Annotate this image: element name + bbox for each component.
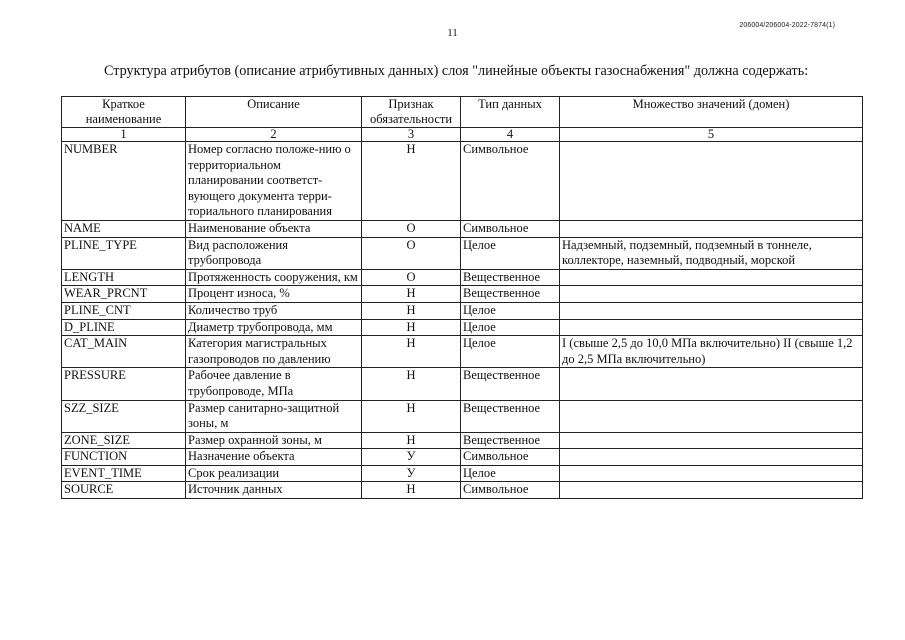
cell-data-type: Целое (461, 319, 560, 336)
table-row (62, 482, 863, 499)
cell-required: О (362, 269, 461, 286)
cell-data-type: Целое (461, 302, 560, 319)
cell-data-type: Символьное (461, 482, 560, 499)
cell-domain: I (свыше 2,5 до 10,0 МПа включительно) II (свыше 1,2 до 2,5 МПа включительно) (560, 336, 863, 368)
column-number: 2 (186, 128, 362, 142)
cell-domain (560, 302, 863, 319)
cell-data-type: Символьное (461, 220, 560, 237)
table-row (62, 400, 863, 432)
cell-description: Вид расположения трубопровода (186, 237, 362, 269)
section-heading: Структура атрибутов (описание атрибутивных данных) слоя "линейные объекты газоснабжения" должна содержать: (104, 63, 809, 79)
cell-short-name: FUNCTION (62, 449, 186, 466)
cell-short-name: CAT_MAIN (62, 336, 186, 368)
cell-data-type: Вещественное (461, 286, 560, 303)
header-description: Описание (186, 97, 362, 128)
cell-short-name: NAME (62, 220, 186, 237)
cell-required: Н (362, 142, 461, 221)
cell-domain (560, 465, 863, 482)
cell-description: Наименование объекта (186, 220, 362, 237)
cell-domain (560, 368, 863, 400)
cell-required: Н (362, 482, 461, 499)
table-row (62, 269, 863, 286)
cell-domain (560, 269, 863, 286)
cell-data-type: Символьное (461, 449, 560, 466)
attribute-table (61, 96, 863, 499)
cell-data-type: Вещественное (461, 368, 560, 400)
cell-domain: Надземный, подземный, подземный в тоннеле, коллекторе, наземный, подводный, морской (560, 237, 863, 269)
cell-description: Срок реализации (186, 465, 362, 482)
table-row (62, 319, 863, 336)
cell-required: Н (362, 368, 461, 400)
page-number: 11 (447, 27, 458, 39)
cell-required: У (362, 465, 461, 482)
cell-description: Диаметр трубопровода, мм (186, 319, 362, 336)
table-row (62, 302, 863, 319)
cell-description: Категория магистральных газопроводов по давлению (186, 336, 362, 368)
cell-description: Назначение объекта (186, 449, 362, 466)
cell-required: О (362, 220, 461, 237)
cell-data-type: Целое (461, 237, 560, 269)
table-row (62, 368, 863, 400)
cell-short-name: SZZ_SIZE (62, 400, 186, 432)
cell-short-name: SOURCE (62, 482, 186, 499)
cell-short-name: PLINE_TYPE (62, 237, 186, 269)
cell-short-name: D_PLINE (62, 319, 186, 336)
cell-data-type: Вещественное (461, 269, 560, 286)
header-required: Признак обязательности (362, 97, 461, 128)
cell-required: Н (362, 432, 461, 449)
cell-short-name: NUMBER (62, 142, 186, 221)
cell-description: Рабочее давление в трубопроводе, МПа (186, 368, 362, 400)
cell-domain (560, 142, 863, 221)
column-number: 3 (362, 128, 461, 142)
table-row (62, 336, 863, 368)
table-row (62, 220, 863, 237)
cell-required: Н (362, 319, 461, 336)
cell-required: Н (362, 302, 461, 319)
cell-required: Н (362, 400, 461, 432)
cell-description: Протяженность сооружения, км (186, 269, 362, 286)
cell-short-name: PLINE_CNT (62, 302, 186, 319)
cell-required: О (362, 237, 461, 269)
cell-domain (560, 482, 863, 499)
header-short-name: Краткое наименование (62, 97, 186, 128)
cell-required: Н (362, 286, 461, 303)
cell-domain (560, 432, 863, 449)
cell-description: Источник данных (186, 482, 362, 499)
table-row (62, 237, 863, 269)
cell-description: Количество труб (186, 302, 362, 319)
cell-short-name: PRESSURE (62, 368, 186, 400)
cell-domain (560, 400, 863, 432)
column-number-row (62, 128, 863, 142)
header-data-type: Тип данных (461, 97, 560, 128)
cell-data-type: Целое (461, 336, 560, 368)
cell-short-name: ZONE_SIZE (62, 432, 186, 449)
cell-short-name: LENGTH (62, 269, 186, 286)
column-number: 1 (62, 128, 186, 142)
cell-short-name: EVENT_TIME (62, 465, 186, 482)
table-row (62, 286, 863, 303)
table-row (62, 465, 863, 482)
cell-data-type: Символьное (461, 142, 560, 221)
cell-description: Размер охранной зоны, м (186, 432, 362, 449)
table-row (62, 432, 863, 449)
table-row (62, 449, 863, 466)
cell-required: Н (362, 336, 461, 368)
cell-data-type: Вещественное (461, 432, 560, 449)
cell-domain (560, 220, 863, 237)
cell-description: Процент износа, % (186, 286, 362, 303)
cell-data-type: Целое (461, 465, 560, 482)
cell-domain (560, 286, 863, 303)
column-number: 4 (461, 128, 560, 142)
cell-domain (560, 449, 863, 466)
column-number: 5 (560, 128, 863, 142)
document-id: 206004/206004-2022-7874(1) (739, 22, 835, 29)
cell-required: У (362, 449, 461, 466)
header-domain: Множество значений (домен) (560, 97, 863, 128)
cell-description: Номер согласно положе-нию о территориальном планировании соответст-вующего документа терри-ториального планирования (186, 142, 362, 221)
cell-domain (560, 319, 863, 336)
cell-description: Размер санитарно-защитной зоны, м (186, 400, 362, 432)
table-header-row (62, 97, 863, 128)
table-row (62, 142, 863, 221)
cell-short-name: WEAR_PRCNT (62, 286, 186, 303)
cell-data-type: Вещественное (461, 400, 560, 432)
